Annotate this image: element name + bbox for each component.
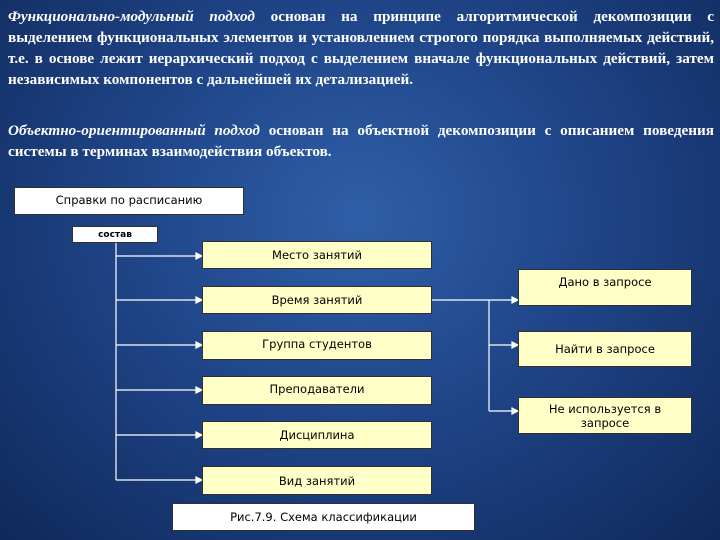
item-box-teachers: Преподаватели: [202, 376, 432, 405]
query-box-find: Найти в запросе: [518, 331, 692, 367]
relation-label-composition: состав: [72, 226, 158, 243]
figure-caption: Рис.7.9. Схема классификации: [172, 503, 475, 531]
term-functional-modular: Функционально-модульный подход: [8, 8, 255, 25]
term-object-oriented: Объектно-ориентированный подход: [8, 122, 260, 139]
root-box-schedule-queries: Справки по расписанию: [14, 187, 244, 215]
item-box-time: Время занятий: [202, 286, 432, 314]
item-box-class-type: Вид занятий: [202, 466, 432, 495]
paragraph-functional-modular-text: основан на принципе алгоритмической декомпозиции с выделением функциональных элементов и установлением строгого порядка выполняемых действий, т.е. в основе лежит иерархический подход с выделением вначале функциональных действий, затем независимых компонентов с дальнейшей их детализацией.: [8, 8, 714, 88]
query-box-given: Дано в запросе: [518, 269, 692, 306]
item-box-discipline: Дисциплина: [202, 421, 432, 449]
item-box-student-group: Группа студентов: [202, 331, 432, 360]
paragraph-object-oriented-text: основан на объектной декомпозиции с описанием поведения системы в терминах взаимодействия объектов.: [8, 122, 714, 160]
item-box-location: Место занятий: [202, 241, 432, 269]
query-box-not-used: Не используется в запросе: [518, 397, 692, 434]
